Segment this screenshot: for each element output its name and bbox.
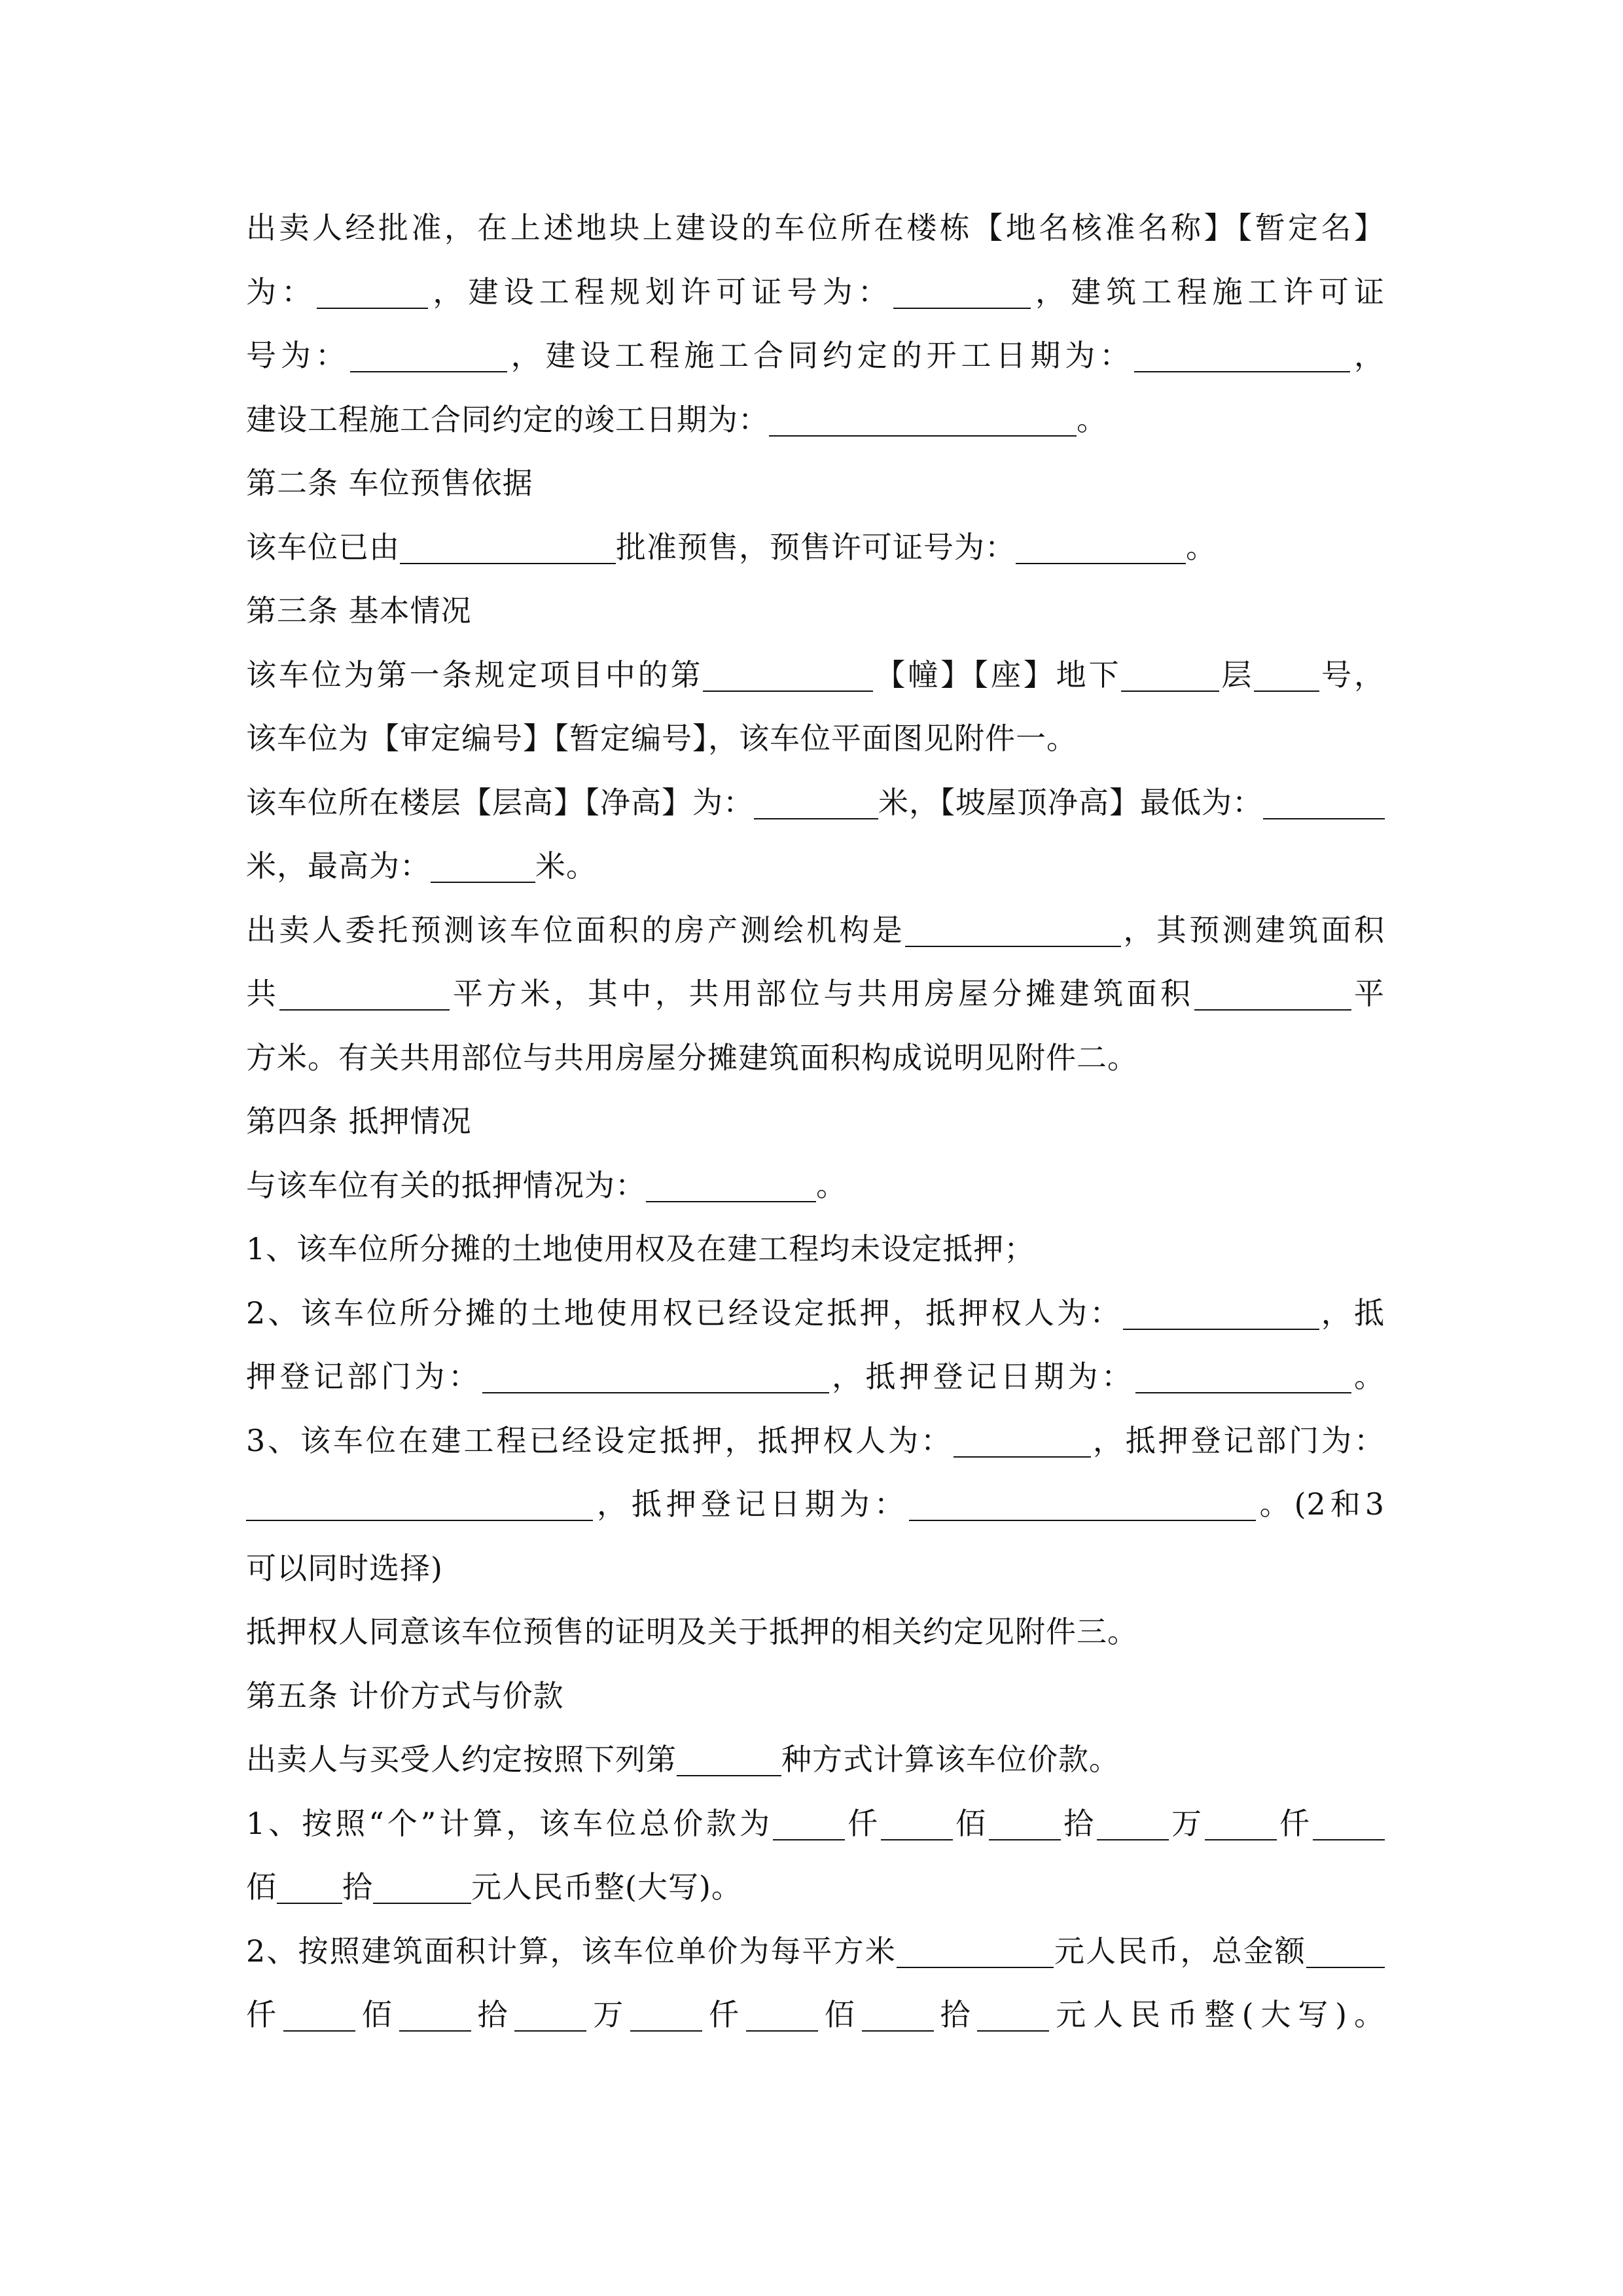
- blank-field[interactable]: [1313, 1806, 1385, 1840]
- blank-field[interactable]: [769, 403, 1077, 437]
- blank-field[interactable]: [279, 977, 450, 1011]
- blank-field[interactable]: [630, 1998, 702, 2032]
- text-run: 米。: [535, 848, 597, 884]
- text-run: 平方米，其中，共用部位与共用房屋分摊建筑面积: [450, 976, 1194, 1011]
- text-run: 。: [1077, 401, 1107, 437]
- text-run: ，抵押登记日期为：: [593, 1486, 909, 1522]
- text-run: 1、按照“个”计算，该车位总价款为: [246, 1805, 774, 1841]
- text-run: 佰: [953, 1805, 990, 1841]
- text-run: 出卖人与买受人约定按照下列第: [246, 1742, 677, 1777]
- text-run: 。(2和3: [1255, 1486, 1385, 1522]
- text-run: 米，【坡屋顶净高】最低为：: [878, 784, 1263, 820]
- paragraph-line: [246, 1600, 1385, 1664]
- blank-field[interactable]: [1194, 977, 1351, 1011]
- blank-field[interactable]: [862, 1998, 934, 2032]
- text-run: 拾: [933, 1997, 978, 2032]
- text-run: 层: [1219, 656, 1255, 692]
- section-heading: [246, 452, 1385, 516]
- text-run: 2、按照建筑面积计算，该车位单价为每平方米: [246, 1933, 897, 1969]
- text-run: 号，: [1319, 656, 1385, 692]
- text-run: ，: [1350, 338, 1385, 373]
- paragraph-line: [246, 1026, 1385, 1090]
- text-run: 仟: [702, 1997, 746, 2032]
- text-run: 元人民币，总金额: [1053, 1933, 1306, 1969]
- text-run: 号为：: [246, 338, 350, 373]
- paragraph-line: [246, 1728, 1385, 1792]
- text-run: 元人民币整(大写)。: [1049, 1997, 1385, 2032]
- text-run: 。: [1186, 529, 1217, 565]
- blank-field[interactable]: [909, 1487, 1256, 1521]
- blank-field[interactable]: [989, 1806, 1061, 1840]
- text-run: 可以同时选择): [246, 1550, 443, 1586]
- text-run: 元人民币整(大写)。: [471, 1869, 742, 1905]
- blank-field[interactable]: [1263, 785, 1385, 819]
- text-run: 抵押权人同意该车位预售的证明及关于抵押的相关约定见附件三。: [246, 1614, 1138, 1649]
- text-run: 拾: [471, 1997, 515, 2032]
- paragraph-line: [246, 260, 1385, 325]
- paragraph-line: [246, 1154, 1385, 1218]
- paragraph-line: [246, 516, 1385, 580]
- text-run: 万: [1169, 1805, 1205, 1841]
- blank-field[interactable]: [400, 530, 616, 564]
- blank-field[interactable]: [773, 1806, 845, 1840]
- blank-field[interactable]: [746, 1998, 818, 2032]
- text-run: 拾: [1061, 1805, 1097, 1841]
- text-run: ，建筑工程施工许可证: [1030, 274, 1385, 310]
- text-run: 种方式计算该车位价款。: [781, 1742, 1120, 1777]
- paragraph-line: [246, 643, 1385, 708]
- blank-field[interactable]: [703, 658, 873, 692]
- list-item: [246, 1792, 1385, 1856]
- blank-field[interactable]: [1097, 1806, 1169, 1840]
- paragraph-line: [246, 899, 1385, 963]
- blank-field[interactable]: [399, 1998, 471, 2032]
- text-run: 第二条 车位预售依据: [246, 465, 533, 501]
- paragraph-line: [246, 1856, 1385, 1920]
- blank-field[interactable]: [1205, 1806, 1277, 1840]
- list-item: [246, 1920, 1385, 1984]
- list-item: [246, 1282, 1385, 1346]
- blank-field[interactable]: [897, 1934, 1054, 1968]
- paragraph-line: [246, 707, 1385, 771]
- blank-field[interactable]: [881, 1806, 953, 1840]
- text-run: 佰: [355, 1997, 399, 2032]
- blank-field[interactable]: [646, 1168, 816, 1202]
- section-heading: [246, 579, 1385, 643]
- blank-field[interactable]: [431, 849, 535, 883]
- blank-field[interactable]: [1306, 1934, 1385, 1968]
- text-run: 3、该车位在建工程已经设定抵押，抵押权人为：: [246, 1422, 954, 1458]
- text-run: 仟: [845, 1805, 882, 1841]
- text-run: 第四条 抵押情况: [246, 1103, 472, 1139]
- text-run: 拾: [342, 1869, 373, 1905]
- blank-field[interactable]: [482, 1359, 829, 1393]
- text-run: 与该车位有关的抵押情况为：: [246, 1167, 646, 1203]
- text-run: ，建设工程施工合同约定的开工日期为：: [507, 338, 1135, 373]
- blank-field[interactable]: [893, 275, 1031, 309]
- text-run: 押登记部门为：: [246, 1359, 482, 1394]
- paragraph-line: [246, 1345, 1385, 1409]
- text-run: 2、该车位所分摊的土地使用权已经设定抵押，抵押权人为：: [246, 1295, 1123, 1331]
- text-run: 批准预售，预售许可证号为：: [616, 529, 1016, 565]
- section-heading: [246, 1090, 1385, 1154]
- text-run: 第五条 计价方式与价款: [246, 1677, 564, 1713]
- text-run: 该车位为第一条规定项目中的第: [246, 656, 704, 692]
- text-run: ，其预测建筑面积: [1121, 912, 1385, 948]
- blank-field[interactable]: [1121, 658, 1219, 692]
- text-run: 共: [246, 976, 280, 1011]
- text-run: 该车位为【审定编号】【暂定编号】，该车位平面图见附件一。: [246, 721, 1077, 756]
- blank-field[interactable]: [317, 275, 428, 309]
- section-heading: [246, 1664, 1385, 1729]
- blank-field[interactable]: [1123, 1296, 1319, 1330]
- text-run: 为：: [246, 274, 317, 310]
- paragraph-line: [246, 771, 1385, 835]
- blank-field[interactable]: [373, 1870, 471, 1904]
- text-run: 【幢】【座】地下: [873, 656, 1122, 692]
- blank-field[interactable]: [1254, 658, 1319, 692]
- blank-field[interactable]: [283, 1998, 355, 2032]
- text-run: ，抵: [1319, 1295, 1385, 1331]
- text-run: 。: [1351, 1359, 1385, 1394]
- list-item: [246, 1217, 1385, 1282]
- paragraph-line: [246, 962, 1385, 1026]
- blank-field[interactable]: [954, 1424, 1091, 1458]
- text-run: 万: [586, 1997, 631, 2032]
- text-run: 仟: [246, 1997, 283, 2032]
- paragraph-line: [246, 1537, 1385, 1601]
- text-run: 方米。有关共用部位与共用房屋分摊建筑面积构成说明见附件二。: [246, 1039, 1138, 1075]
- text-run: 1、该车位所分摊的土地使用权及在建工程均未设定抵押；: [246, 1231, 1035, 1266]
- text-run: ，抵押登记日期为：: [829, 1359, 1135, 1394]
- paragraph-line: [246, 1983, 1385, 2047]
- text-run: 建设工程施工合同约定的竣工日期为：: [246, 401, 769, 437]
- list-item: [246, 1409, 1385, 1473]
- text-run: 该车位已由: [246, 529, 400, 565]
- blank-field[interactable]: [905, 913, 1121, 947]
- paragraph-line: [246, 1473, 1385, 1537]
- blank-field[interactable]: [277, 1870, 342, 1904]
- blank-field[interactable]: [246, 1487, 593, 1521]
- blank-field[interactable]: [1016, 530, 1186, 564]
- contract-body: [246, 196, 1385, 2047]
- text-run: 出卖人委托预测该车位面积的房产测绘机构是: [246, 912, 906, 948]
- blank-field[interactable]: [977, 1998, 1049, 2032]
- blank-field[interactable]: [677, 1742, 781, 1776]
- blank-field[interactable]: [514, 1998, 586, 2032]
- text-run: 米，最高为：: [246, 848, 431, 884]
- text-run: 佰: [817, 1997, 862, 2032]
- text-run: 平: [1351, 976, 1385, 1011]
- blank-field[interactable]: [1135, 1359, 1351, 1393]
- paragraph-line: [246, 388, 1385, 452]
- paragraph-line: [246, 196, 1385, 260]
- text-run: 该车位所在楼层【层高】【净高】为：: [246, 784, 754, 820]
- blank-field[interactable]: [350, 338, 507, 372]
- blank-field[interactable]: [754, 785, 878, 819]
- text-run: 仟: [1277, 1805, 1313, 1841]
- text-run: 。: [816, 1167, 847, 1203]
- text-run: 佰: [246, 1869, 277, 1905]
- paragraph-line: [246, 324, 1385, 388]
- text-run: ，抵押登记部门为：: [1090, 1422, 1385, 1458]
- text-run: 出卖人经批准，在上述地块上建设的车位所在楼栋【地名核准名称】【暂定名】: [246, 210, 1385, 245]
- paragraph-line: [246, 834, 1385, 899]
- text-run: ，建设工程规划许可证号为：: [428, 274, 893, 310]
- text-run: 第三条 基本情况: [246, 593, 472, 628]
- blank-field[interactable]: [1134, 338, 1350, 372]
